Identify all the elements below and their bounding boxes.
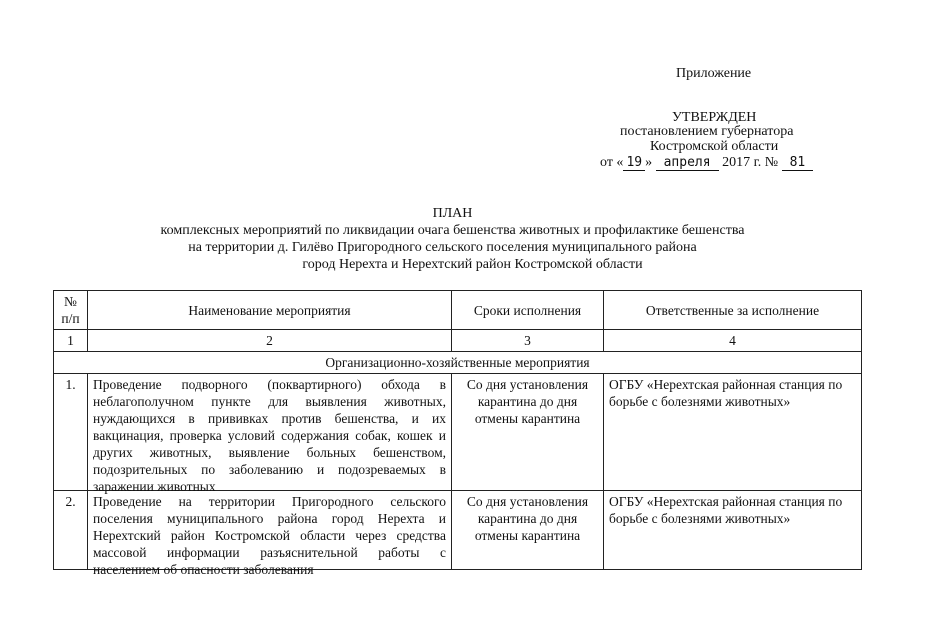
approved-label: УТВЕРЖДЕН <box>672 110 757 125</box>
section-title: Организационно-хозяйственные мероприятия <box>54 352 862 374</box>
plan-title-line-2: на территории д. Гилёво Пригородного сельского поселения муниципального района <box>188 240 697 255</box>
index-cell: 2 <box>88 330 452 352</box>
plan-table <box>53 290 862 577</box>
row-desc <box>88 491 452 577</box>
plan-title-line-1: комплексных мероприятий по ликвидации очага бешенства животных и профилактике бешенства <box>160 223 745 238</box>
row-desc <box>88 374 452 494</box>
row-responsible: ОГБУ «Нерехтская районная станция по борьбе с болезнями животных» <box>604 374 862 491</box>
region-label: Костромской области <box>650 139 779 154</box>
row-desc-text: Проведение на территории Пригородного сельского поселения муниципального района город Нерехта и Нерехтский район Костромской области через средства массовой информации разъяснительной работы с населением об опасности заболевания <box>93 494 446 577</box>
date-day: 19 <box>623 156 645 171</box>
date-prefix: от « <box>600 155 624 170</box>
date-year: 2017 г. № <box>722 155 779 170</box>
decree-number: 81 <box>782 156 814 171</box>
header-num: № п/п <box>54 291 88 330</box>
row-term: Со дня установления карантина до дня отмены карантина <box>452 374 604 491</box>
decree-date-line <box>600 155 813 171</box>
header-term: Сроки исполнения <box>452 291 604 330</box>
table-row <box>54 374 862 491</box>
row-desc-text: Проведение подворного (поквартирного) обхода в неблагополучном пункте для выявления животных, нуждающихся в прививках против бешенства, и их вакцинация, проверка условий содержания собак, кошек и других животных, выявление больных бешенством, подозрительных по заболеванию и подозреваемых в заражении животных <box>93 377 446 494</box>
date-month: апреля <box>656 156 719 171</box>
section-row <box>54 352 862 374</box>
date-quote: » <box>645 155 653 170</box>
plan-title-line-3: город Нерехта и Нерехтский район Костромской области <box>302 257 643 272</box>
index-cell: 3 <box>452 330 604 352</box>
decree-label: постановлением губернатора <box>620 124 794 139</box>
row-num: 1. <box>54 374 88 491</box>
row-term: Со дня установления карантина до дня отмены карантина <box>452 491 604 570</box>
appendix-label: Приложение <box>676 66 752 81</box>
index-cell: 1 <box>54 330 88 352</box>
row-responsible: ОГБУ «Нерехтская районная станция по борьбе с болезнями животных» <box>604 491 862 570</box>
table-row <box>54 491 862 570</box>
plan-heading: ПЛАН <box>432 206 473 221</box>
table-index-row <box>54 330 862 352</box>
table-header-row <box>54 291 862 330</box>
index-cell: 4 <box>604 330 862 352</box>
header-responsible: Ответственные за исполнение <box>604 291 862 330</box>
header-activity: Наименование мероприятия <box>88 291 452 330</box>
row-num: 2. <box>54 491 88 570</box>
